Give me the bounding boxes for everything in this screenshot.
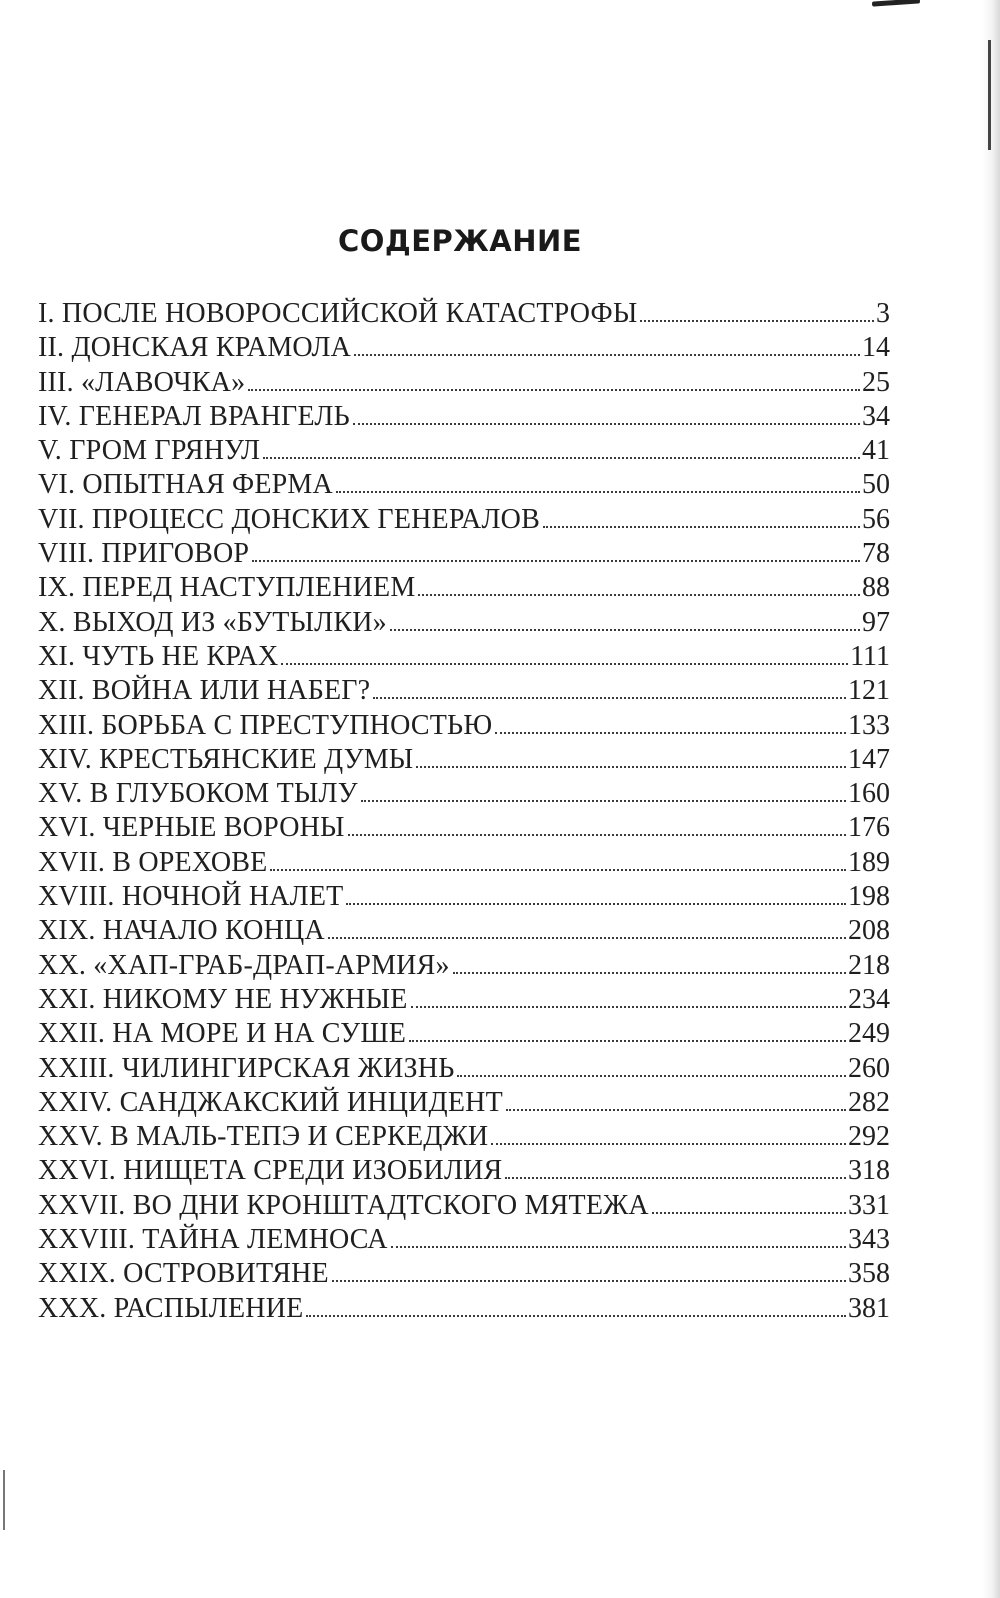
toc-entry-title: XVII. В ОРЕХОВЕ <box>38 846 268 878</box>
toc-entry <box>38 400 890 434</box>
toc-entry-title: XXVI. НИЩЕТА СРЕДИ ИЗОБИЛИЯ <box>38 1155 503 1187</box>
toc-entry-title: XVI. ЧЕРНЫЕ ВОРОНЫ <box>38 812 345 844</box>
toc-entry-title: XXIV. САНДЖАКСКИЙ ИНЦИДЕНТ <box>38 1086 503 1118</box>
toc-entry-title: XV. В ГЛУБОКОМ ТЫЛУ <box>38 778 358 810</box>
toc-entry-page-number: 97 <box>862 606 890 638</box>
toc-entry-title: XXV. В МАЛЬ-ТЕПЭ И СЕРКЕДЖИ <box>38 1121 489 1153</box>
toc-dot-leader <box>390 629 860 631</box>
toc-dot-leader <box>416 766 846 768</box>
toc-entry <box>38 811 890 845</box>
toc-dot-leader <box>348 834 846 836</box>
toc-entry-page-number: 3 <box>876 298 890 329</box>
toc-entry-title: VII. ПРОЦЕСС ДОНСКИХ ГЕНЕРАЛОВ <box>38 503 540 535</box>
toc-entry <box>38 503 890 537</box>
toc-entry-page-number: 14 <box>862 332 890 364</box>
toc-entry-title: XI. ЧУТЬ НЕ КРАХ <box>38 640 279 672</box>
toc-entry-title: III. «ЛАВОЧКА» <box>38 366 246 398</box>
toc-entry <box>38 674 890 708</box>
toc-entry-page-number: 218 <box>848 949 890 981</box>
toc-entry-page-number: 25 <box>862 366 890 398</box>
toc-entry-page-number: 208 <box>848 915 890 947</box>
toc-entry <box>38 983 890 1017</box>
toc-dot-leader <box>391 1246 846 1248</box>
toc-dot-leader <box>640 320 874 322</box>
toc-entry-page-number: 282 <box>848 1086 890 1118</box>
toc-entry-page-number: 260 <box>848 1052 890 1084</box>
toc-dot-leader <box>505 1177 846 1179</box>
toc-dot-leader <box>328 937 846 939</box>
toc-entry-title: XXIII. ЧИЛИНГИРСКАЯ ЖИЗНЬ <box>38 1052 455 1084</box>
toc-entry-page-number: 147 <box>848 743 890 775</box>
toc-entry-page-number: 121 <box>848 675 890 707</box>
toc-entry <box>38 468 890 502</box>
toc-entry <box>38 914 890 948</box>
toc-entry <box>38 537 890 571</box>
toc-dot-leader <box>373 697 846 699</box>
toc-dot-leader <box>306 1315 846 1317</box>
toc-dot-leader <box>263 457 860 459</box>
toc-entry-title: XIX. НАЧАЛО КОНЦА <box>38 915 325 947</box>
toc-entry-page-number: 249 <box>848 1018 890 1050</box>
toc-dot-leader <box>332 1280 846 1282</box>
toc-entry <box>38 1086 890 1120</box>
toc-entry-page-number: 34 <box>862 400 890 432</box>
toc-entry-title: XXVIII. ТАЙНА ЛЕМНОСА <box>38 1224 388 1256</box>
toc-entry <box>38 1257 890 1291</box>
toc-entry <box>38 434 890 468</box>
toc-entry-page-number: 381 <box>848 1292 890 1324</box>
toc-entry <box>38 846 890 880</box>
toc-entry-title: X. ВЫХОД ИЗ «БУТЫЛКИ» <box>38 606 387 638</box>
toc-entry-title: VI. ОПЫТНАЯ ФЕРМА <box>38 469 333 501</box>
toc-entry-title: II. ДОНСКАЯ КРАМОЛА <box>38 332 352 364</box>
table-of-contents <box>38 297 890 1326</box>
toc-dot-leader <box>418 594 860 596</box>
toc-entry <box>38 1292 890 1326</box>
toc-entry <box>38 1120 890 1154</box>
toc-entry-title: XIV. КРЕСТЬЯНСКИЕ ДУМЫ <box>38 743 414 775</box>
scan-page-edge <box>982 0 1000 1598</box>
toc-entry-page-number: 198 <box>848 881 890 913</box>
toc-dot-leader <box>543 526 860 528</box>
toc-dot-leader <box>411 1006 846 1008</box>
toc-dot-leader <box>354 354 860 356</box>
toc-entry-page-number: 111 <box>850 640 890 672</box>
toc-entry-page-number: 358 <box>848 1258 890 1290</box>
toc-entry-title: XXVII. ВО ДНИ КРОНШТАДТСКОГО МЯТЕЖА <box>38 1189 649 1221</box>
scan-artifact-line <box>988 40 991 150</box>
toc-entry-title: XVIII. НОЧНОЙ НАЛЕТ <box>38 881 344 913</box>
toc-dot-leader <box>270 869 846 871</box>
toc-entry-page-number: 343 <box>848 1224 890 1256</box>
toc-entry-page-number: 176 <box>848 812 890 844</box>
toc-dot-leader <box>495 732 846 734</box>
toc-entry-page-number: 133 <box>848 709 890 741</box>
toc-entry <box>38 1223 890 1257</box>
toc-dot-leader <box>281 663 848 665</box>
scan-artifact-line <box>3 1470 5 1530</box>
toc-dot-leader <box>409 1040 846 1042</box>
toc-dot-leader <box>248 389 860 391</box>
toc-entry <box>38 709 890 743</box>
toc-entry-title: XX. «ХАП-ГРАБ-ДРАП-АРМИЯ» <box>38 949 450 981</box>
toc-dot-leader <box>252 560 860 562</box>
toc-entry-title: IV. ГЕНЕРАЛ ВРАНГЕЛЬ <box>38 400 350 432</box>
toc-entry-page-number: 160 <box>848 778 890 810</box>
toc-dot-leader <box>491 1143 846 1145</box>
toc-dot-leader <box>353 423 860 425</box>
toc-entry <box>38 366 890 400</box>
toc-entry-title: XXI. НИКОМУ НЕ НУЖНЫЕ <box>38 983 408 1015</box>
toc-entry-page-number: 318 <box>848 1155 890 1187</box>
toc-entry-title: I. ПОСЛЕ НОВОРОССИЙСКОЙ КАТАСТРОФЫ <box>38 298 638 329</box>
toc-entry-title: XII. ВОЙНА ИЛИ НАБЕГ? <box>38 675 371 707</box>
toc-dot-leader <box>453 972 846 974</box>
toc-entry <box>38 1052 890 1086</box>
toc-dot-leader <box>457 1075 846 1077</box>
toc-entry-title: V. ГРОМ ГРЯНУЛ <box>38 435 261 467</box>
toc-entry-page-number: 78 <box>862 538 890 570</box>
toc-entry-title: XXX. РАСПЫЛЕНИЕ <box>38 1292 304 1324</box>
toc-entry-title: IX. ПЕРЕД НАСТУПЛЕНИЕМ <box>38 572 416 604</box>
toc-entry-page-number: 88 <box>862 572 890 604</box>
toc-entry-title: VIII. ПРИГОВОР <box>38 538 250 570</box>
toc-entry-page-number: 50 <box>862 469 890 501</box>
toc-entry-page-number: 189 <box>848 846 890 878</box>
toc-entry <box>38 1154 890 1188</box>
toc-entry <box>38 777 890 811</box>
toc-entry <box>38 606 890 640</box>
toc-entry-page-number: 331 <box>848 1189 890 1221</box>
toc-entry <box>38 571 890 605</box>
toc-entry <box>38 640 890 674</box>
toc-entry-page-number: 41 <box>862 435 890 467</box>
toc-entry <box>38 297 890 331</box>
page-title: СОДЕРЖАНИЕ <box>337 224 583 259</box>
toc-dot-leader <box>652 1212 846 1214</box>
toc-entry <box>38 1189 890 1223</box>
toc-dot-leader <box>336 491 860 493</box>
scan-artifact-mark <box>872 0 920 7</box>
toc-entry <box>38 949 890 983</box>
toc-entry-page-number: 234 <box>848 983 890 1015</box>
toc-entry-title: XIII. БОРЬБА С ПРЕСТУПНОСТЬЮ <box>38 709 493 741</box>
toc-entry <box>38 1017 890 1051</box>
toc-entry-title: XXIX. ОСТРОВИТЯНЕ <box>38 1258 329 1290</box>
toc-entry-page-number: 292 <box>848 1121 890 1153</box>
toc-entry <box>38 880 890 914</box>
toc-dot-leader <box>346 903 846 905</box>
toc-dot-leader <box>361 800 846 802</box>
toc-dot-leader <box>506 1109 846 1111</box>
toc-entry-title: XXII. НА МОРЕ И НА СУШЕ <box>38 1018 407 1050</box>
toc-entry <box>38 331 890 365</box>
toc-entry-page-number: 56 <box>862 503 890 535</box>
toc-entry <box>38 743 890 777</box>
